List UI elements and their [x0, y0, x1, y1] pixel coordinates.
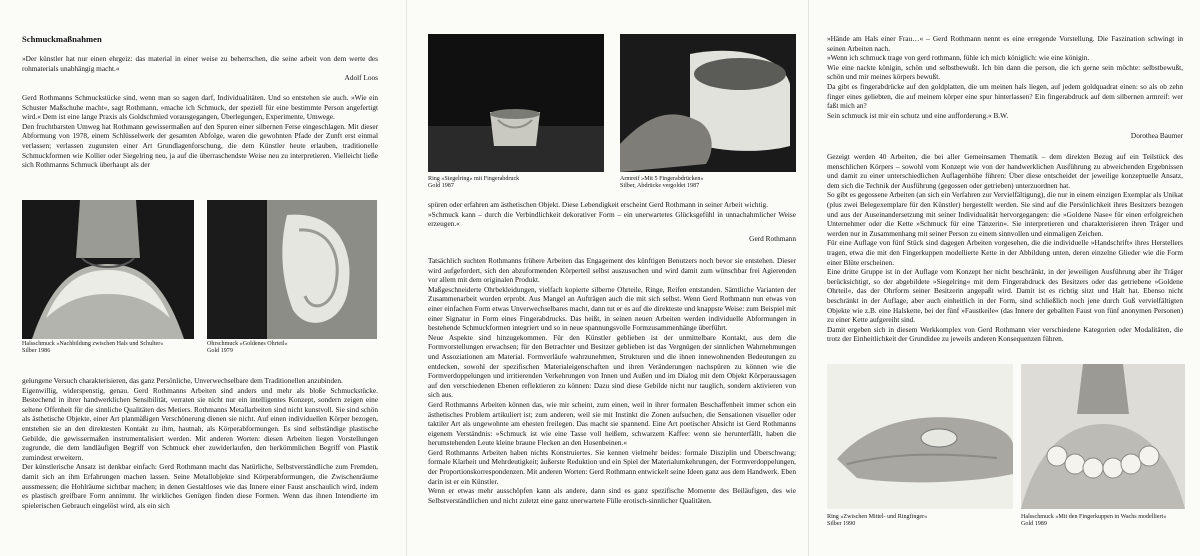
caption-signet-ring: Ring »Siegelring« mit Fingerabdruck Gold 1987: [428, 176, 520, 190]
lower-text: gelungene Versuch charakterisieren, das ganz Persönliche, Unverwechselbare dem Traditionellen anzubinden. Eigenwillig, widerspenstig, genau. Gerd Rothmanns Arbeiten sind anders und mehr als bloße Schmuckstücke. Bestechend in ihrer handwerklichen Sensibilität, verraten sie nicht nur ein intelligentes Konzept, sondern zeigen eine seltene Offenheit für die sinnliche Qualitäten des Metiers. Rothmanns Metallarbeiten sind nicht kunstvoll. Sie sind schön als ästhetische Objekte, einer Art planmäßigen Verschönerung dienen sie nicht. Auf einen individuellen Körper bezogen, entstehen sie an den direktesten Kontakt zu ihm, hautnah, als Körperabformungen. Es sind selbständige plastische Gebilde, die gewissermaßen instrumentalisiert werden. Mit anderen Worten: diesen Arbeiten liegen Vorstellungen zugrunde, die dem landläufigen Begriff von Schmuck eher zuwiderlaufen, den herkömmlichen Begriff von Plastik zumindest erweitern. Der künstlerische Ansatz ist denkbar einfach: Gerd Rothmann macht das Natürliche, Selbstverständliche zum Fremden, damit sich an ihm Erfahrungen machen lassen. Seine Metallobjekte sind Körperabformungen, die Zwischenräume aussmessen; die Hohlräume sichtbar machen; in denen Gestaltloses wie das Innere einer Faust anschaulich wird, indem es plastisch greifbare Form annimmt. Ihr wirkliches Genügen finden diese Formen. Wenn das ihnen Intendierte im spielerischen Gebrauch eingelöst wird, als ein sich: [22, 376, 378, 510]
opening-quote: »Der künstler hat nur einen ehrgeiz: das material in einer weise zu beherrschen, die seine arbeit von dem werte des rohmaterials unabhängig macht.«: [22, 54, 378, 73]
photo-signet-ring: [428, 34, 604, 172]
photo-petal-necklace: [1021, 364, 1185, 509]
caption-hand-ring: Ring »Zwischen Mittel- und Ringfinger« Silber 1990: [827, 514, 928, 528]
testimonial-author: Dorothea Baumer: [1130, 131, 1183, 140]
photo-gold-ear: [207, 200, 377, 339]
caption-ear: Ohrschmuck »Goldenes Ohrteil« Gold 1979: [207, 341, 288, 355]
photo-neck-collar: [22, 200, 194, 339]
quote-signature: Gerd Rothmann: [749, 234, 796, 243]
page-right: [808, 0, 1200, 556]
page-title: Schmuckmaßnahmen: [22, 34, 102, 44]
caption-collar: Halsschmuck »Nachbildung zwischen Hals und Schulter« Silber 1986: [22, 341, 164, 355]
photo-hand-ring: [827, 364, 1013, 509]
quote-author: Adolf Loos: [344, 73, 378, 82]
testimonial-quote: »Hände am Hals einer Frau…« – Gerd Rothmann nennt es eine erregende Vorstellung. Die Faszination schwingt in seinen Arbeiten nach. »Wenn ich schmuck trage von gerd rothmann, fühle ich mich königlich: wie eine königin. Wie eine nackte königin, schön und selbstbewußt. Ich bin dann die person, die ich gerne sein möchte: selbstbewußt, schön und mir meines körpers bewußt. Da gibt es fingerabdrücke auf den goldplatten, die um meinen hals liegen, auf jedem goldquadrat einen: so als ob zehn finger eines geliebten, die auf meinem körper eine spur hinterlassen? Ein fingerabdruck auf dem silbernen armreif: wer faßt mich an? Sein schmuck ist mir ein schutz und eine aufforderung.« B.W.: [827, 34, 1183, 120]
page-left: [0, 0, 406, 556]
page-middle: [406, 0, 809, 556]
middle-quote-text: spüren oder erfahren am ästhetischen Objekt. Diese Lebendigkeit erscheint Gerd Rothmann in seiner Arbeit wichtig. »Schmuck kann – durch die Verbindlichkeit dekorativer Form – ein unerwartetes Glücksgefühl in unnachahmlicher Weise erzeugen.«: [428, 200, 796, 229]
caption-petal-necklace: Halsschmuck »Mit den Fingerkuppen in Wachs modelliert« Gold 1989: [1021, 514, 1167, 528]
exhibition-text: Gezeigt werden 40 Arbeiten, die bei aller Gemeinsamen Thematik – dem direkten Bezug auf ein Teilstück des menschlichen Körpers – sowohl vom Konzept wie von der handwerklichen Ausführung zu abweichenden Ergebnissen und damit zu einer unterschiedlichen Auflagenhöhe führen: Über diese entscheidet der jeweilige konzeptuelle Ansatz, dem sich die Technik der Ausführung (gegossen oder getrieben) unterzuordnen hat. So gibt es gegossene Arbeiten (an sich ein Verfahren zur Vervielfältigung), die nur in einem einzigen Exemplar als Unikat (plus zwei Belegexemplare für den Künstler) hergestellt werden. Sie sind auf die Persönlichkeit ihres Besitzers bezogen und aus der Auseinandersetzung mit seiner Individualität hervorgegangen: die »Goldene Nase« für einen erfolgreichen Unternehmer oder die Kette »Schmuck für eine Tänzerin«. Sie interpretieren und charakterisieren ihren Träger und werden nur in Zusammenhang mit seiner Person zu einem sinnvollen und einmaligen Zeichen. Für eine Auflage von fünf Stück sind dagegen Arbeiten vorgesehen, die die individuelle »Handschrift« ihres Herstellers tragen, etwa die mit den Fingerkuppen modellierte Kette in der Abbildung unten, deren einzelne Glieder wie die Form einer Blüte erscheinen. Eine dritte Gruppe ist in der Auflage vom Konzept her nicht beschränkt, in der jeweiligen Ausführung aber ihr Träger berücksichtigt, so der abgebildete »Siegelring« mit dem Fingerabdruck des Besitzers oder das getriebene »Goldene Ohrteil«, das der Ohrform seiner Besitzerin angepaßt wird. Damit ist es richtig sitzt und Halt hat. Ebenso nicht beschränkt in der Auflage, aber auch einheitlich in der Form, sind schließlich noch jene durch Guß vervielfältigten Objekte wie z.B. eine Halskette, bei der fünf »Faustkeile« (das Innere der geballten Faust von fünf anonymen Personen) zu einer Kette aufgereiht sind. Damit ergeben sich in diesem Werkkomplex von Gerd Rothmann vier verschiedene Kategorien oder Modalitäten, die trotz der Einheitlichkeit der Grundidee zu jeweils anderen Konsequenzen führen.: [827, 152, 1183, 344]
intro-text: Gerd Rothmanns Schmuckstücke sind, wenn man so sagen darf, Individualitäten. Und so entstehen sie auch. »Wie ein Schuster Maßschuhe macht«, sagt Rothmann, »mache ich Schmuck, der speziell für eine bestimmte Person angefertigt wird.« Dem ist eine lange Praxis als Goldschmied vorausgegangen, Überlegungen, Experimente, Umwege. Den fruchtbarsten Umweg hat Rothmann gewissermaßen auf den Spuren einer silbernen Ferse eingeschlagen. Mit dieser Abformung von 1978, einem Schlüsselwerk der gesamten Abfolge, waren die gewohnten Pfade der Zunft erst einmal verlassen; verlassen zugunsten einer Art Grundlagenforschung, die dem Künstler heute erlauben, traditionelle Schmuckformen wie Kollier oder Siegelring neu, ja auf die überraschendste Weise neu zu interpretieren. Vielleicht ließe sich Rothmanns Schmuck überhaupt als der: [22, 93, 378, 170]
photo-bangle: [620, 34, 796, 172]
middle-body-text: Tatsächlich suchten Rothmanns frühere Arbeiten das Engagement des künftigen Benutzers noch bevor sie entstehen. Dieser wird aufgefordert, sich den abzuformenden Körperteil selbst auszusuchen und wird damit zum wünschbar frei Agierenden vor allem mit dem originalen Produkt. Maßgeschneiderte Ohrbekleidungen, vielfach kopierte silberne Ohrteile, Ringe, Reifen entstanden. Sämtliche Varianten der Zusammenarbeit wurden erprobt. Aus Mangel an Aufträgen auch die mit sich selbst. Wenn Gerd Rothmann nun etwas von einer einfachen Form etwas Unverwechselbares macht, dann tut er es auf die direkteste und knappste Weise: zum Beispiel mit einer Signatur in Form eines Fingerabdrucks. Das heißt, in seinen neuen Arbeiten werden individuelle Abformungen in bestehende Schmuckformen integriert und so in neue spannungsvolle Formzusammenhänge überführt. Neue Aspekte sind hinzugekommen. Für den Künstler geblieben ist der unmittelbare Kontakt, aus dem die Formvorstellungen erwachsen; für den Betrachter und Besitzer geblieben ist das Vergnügen der sinnlichen Wahrnehmungen und Assoziationen am Material. Formverläufe wahrzunehmen, Strukturen und die ihnen innewohnenden Bedeutungen zu entdecken, sowohl der spezifischen Materialeigenschaften und ihren Veränderungen nachspüren zu können wie die Formverdoppelungen und irritierenden Verkehrungen von Innen und Außen und im Dialog mit dem Objekt Körperaussagen auf den verschiedenen Ebenen reflektieren zu können: Dazu sind diese Gebilde nicht nur tauglich, sondern aktivieren von sich aus. Gerd Rothmanns Arbeiten können das, wie mir scheint, zum einen, weil in ihrer formalen Beschaffenheit immer schon ein ästhetisches Problem artikuliert ist; zum anderen, weil sie mit Instinkt die Zonen aufsuchen, die Sensationen visueller oder taktiler Art als ungewohnte am ehesten freilegen. Das macht sie spannend. Eine Art poetischer Absicht ist Gerd Rothmanns eigenem Verständnis: »Schmuck ist wie eine Tasse voll heißem, schwarzem Kaffee: wenn sie herunterfällt, haben die herumstehenden Leute kleine braune Flecken an den Hosenbeinen.« Gerd Rothmanns Arbeiten haben nichts Konstruiertes. Sie kennen vielmehr beides: formale Disziplin und Überschwang; formale Klarheit und Mehrdeutigkeit; äußerste Reduktion und ein Spiel der Materialumkehrungen, der Formverdoppelungen, der Proportionskorrespondenzen. Mit anderen Worten: Gerd Rothmann entwickelt seine Ideen ganz aus dem Handwerk. Eben darin ist er ein Künstler. Wenn er etwas mehr ausschöpfen kann als andere, dann sind es ganz spezifische Momente des Beiläufigen, des wie Selbstverständlichen und nicht zuletzt eine ganz unerwartete Fülle erotisch-sinnlicher Qualitäten.: [428, 256, 796, 505]
caption-bangle: Armreif »Mit 5 Fingerabdrücken« Silber, Abdrücke vergoldet 1987: [620, 176, 704, 190]
